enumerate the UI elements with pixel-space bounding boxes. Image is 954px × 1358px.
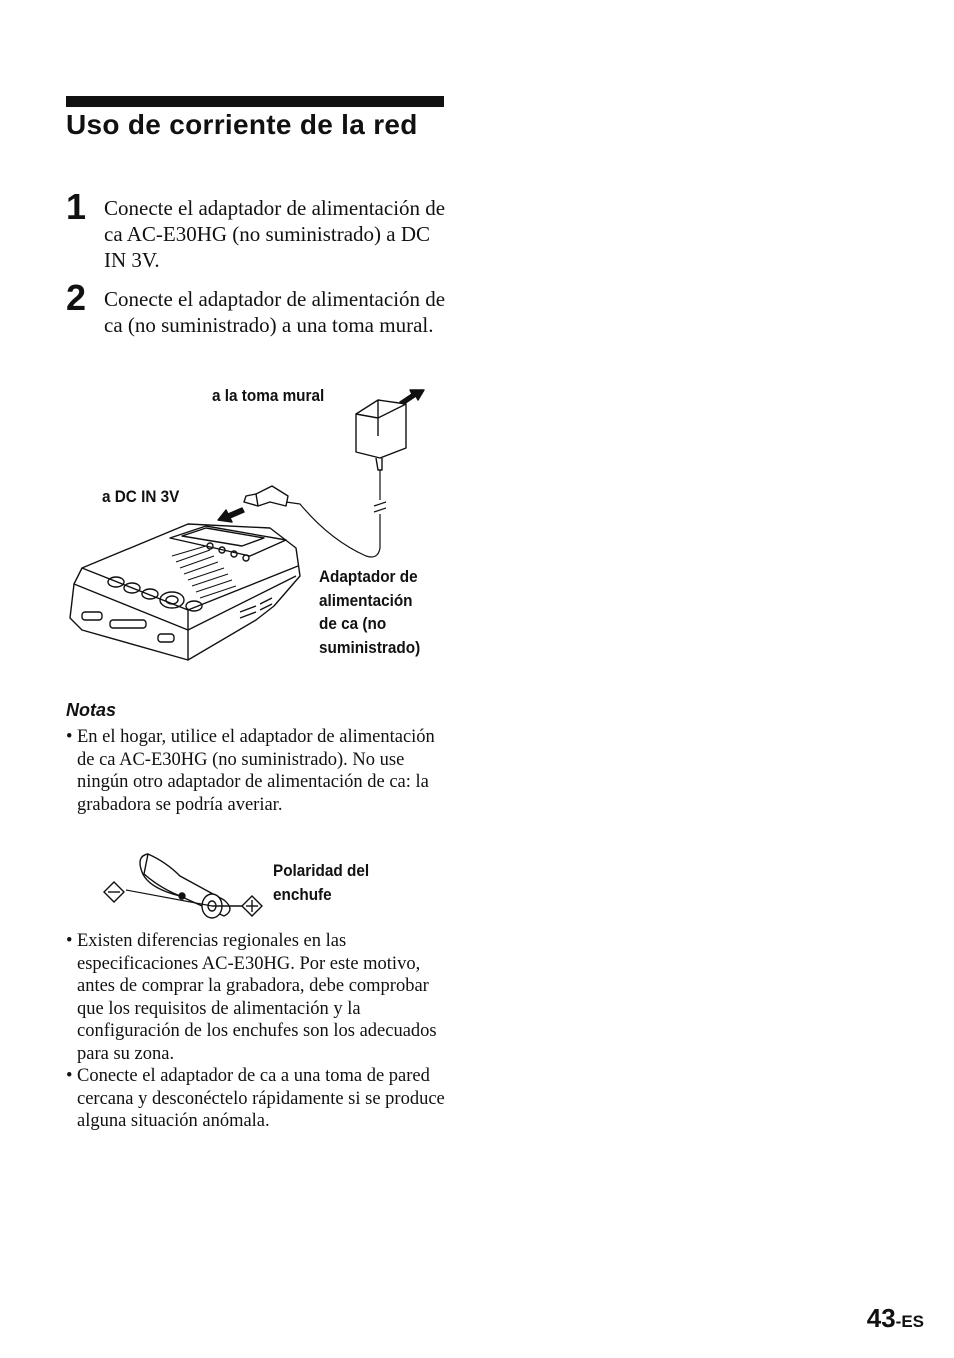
notes-heading: Notas <box>66 700 117 720</box>
page-number: 43-ES <box>866 1303 924 1333</box>
label-plug-polarity: Polaridad del enchufe <box>273 861 370 904</box>
adapter-body <box>356 400 406 458</box>
cable <box>286 470 386 557</box>
page-title: Uso de corriente de la red <box>66 109 418 140</box>
label-to-wall-outlet: a la toma mural <box>212 386 325 405</box>
step-number: 2 <box>66 277 87 318</box>
heading-rule <box>66 96 444 107</box>
arrow-to-wall-icon <box>400 390 424 404</box>
dc-plug <box>256 486 288 506</box>
step-text: Conecte el adaptador de alimentación de ca (no suministrado) a una toma mural. <box>104 287 446 337</box>
note-item: • Existen diferencias regionales en las especificaciones AC-E30HG. Por este motivo, antes de comprar la grabadora, debe comprobar que los requisitos de alimentación y la configuración de los enchufes son los adecuados para su zona. <box>66 930 446 1065</box>
notes-list-2 <box>66 930 446 1133</box>
step-number: 1 <box>66 186 87 227</box>
label-ac-adapter: Adaptador de alimentación de ca (no suministrado) <box>319 567 421 657</box>
plug-polarity-illustration <box>96 848 276 928</box>
step-text: Conecte el adaptador de alimentación de ca AC-E30HG (no suministrado) a DC IN 3V. <box>104 196 446 272</box>
step-2 <box>66 277 446 338</box>
label-to-dc-in: a DC IN 3V <box>102 487 180 506</box>
note-item: • En el hogar, utilice el adaptador de alimentación de ca AC-E30HG (no suministrado). No use ningún otro adaptador de alimentación de ca: la grabadora se podría averiar. <box>66 726 446 816</box>
arrow-to-dcin-icon <box>218 508 244 522</box>
step-1 <box>66 186 446 273</box>
notes-list-1 <box>66 726 446 816</box>
note-item: • Conecte el adaptador de ca a una toma de pared cercana y desconéctelo rápidamente si se produce alguna situación anómala. <box>66 1065 446 1133</box>
